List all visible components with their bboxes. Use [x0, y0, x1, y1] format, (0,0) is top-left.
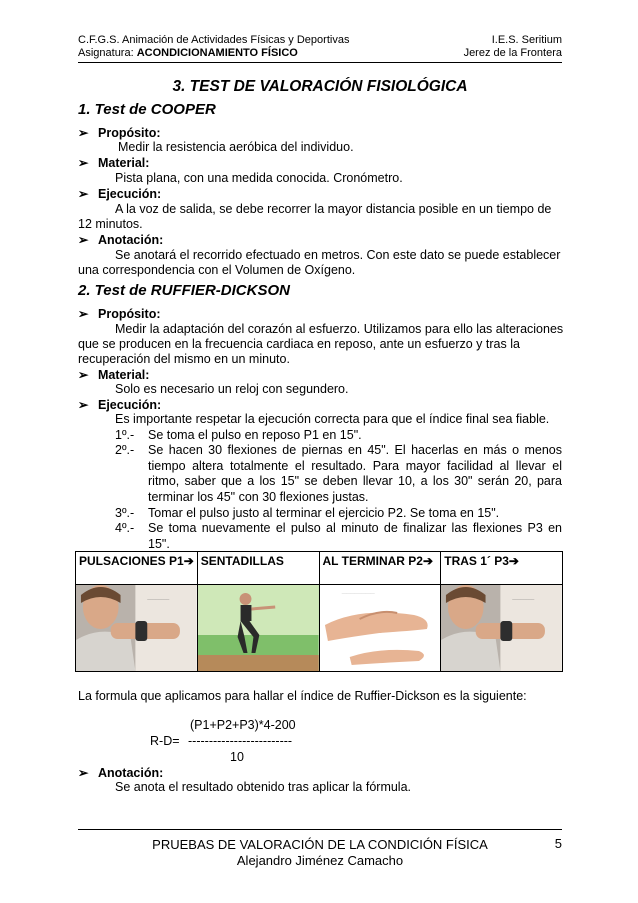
table-image-row [76, 585, 563, 672]
wrist-pulse-image [320, 585, 441, 671]
squat-image [198, 585, 319, 671]
ruffier-material-label: ➢ Material: [78, 368, 150, 382]
svg-text:_______________: _______________ [341, 588, 375, 595]
ruffier-purpose-text-2: que se producen en la frecuencia cardiaca en reposo, ante un esfuerzo y tras la [78, 337, 520, 351]
ruffier-execution-text: Es importante respetar la ejecución correcta para que el índice final sea fiable. [115, 412, 550, 426]
bullet-arrow-icon: ➢ [78, 766, 89, 780]
document-page: C.F.G.S. Animación de Actividades Físicas y Deportivas I.E.S. Seritium Asignatura: ACONDICIONAMIENTO FÍSICO Jerez de la Frontera 3. TEST DE VALORACIÓN FISIOLÓGICA 1. Test de COOPER ➢ Propósito: Medir la resistencia aeróbica del individuo. ➢ Material: Pista plana, con una medida conocida. Cronómetro. ➢ Ejecución: A la voz de salida, se debe recorrer la mayor distancia posible en un tiempo de 12 minutos. ➢ Anotación: Se anotará el recorrido efectuado en metros. Con este dato se puede establecer una correspondencia con el Volumen de Oxígeno. 2. Test de RUFFIER-DICKSON ➢ Propósito: Medir la adaptación del corazón al esfuerzo. Utilizamos para ello las alteraciones que se producen en la frecuencia cardiaca en reposo, ante un esfuerzo y tras la recuperación del mismo en un minuto. ➢ Material: Solo es necesario un reloj con segundero. ➢ Ejecución: Es importante respetar la ejecución correcta para que el índice final sea fiable. 1º.- Se toma el pulso en reposo P1 en 15". 2º.- Se hacen 30 flexiones de piernas en 45". El hacerlas en más o menos tiempo altera totalmente el resultado. Para mayor facilidad al llevar el ritmo, saber que a los 15" se deben llevar 10, a los 30" serán 20, para terminar los 45" con 30 flexiones justas. 3º.- Tomar el pulso justo al terminar el ejercicio P2. Se toma en 15". 4º.- Se toma nuevamente el pulso al minuto de finalizar las flexiones P3 en 15". PULSACIONES P1➔ SENTADILLAS AL TERMINAR P2➔ TRAS 1´ P3➔ ________ _______________ ________ La formula que aplicamos para hallar el índice de Ruffier-Dickson es la siguiente: (P1+P2+P3)*4-200 R-D= ------------------------- 10 ➢ Anotación: Se anota el resultado obtenido tras aplicar la fórmula. PRUEBAS DE VALORACIÓN DE LA CONDICIÓN FÍSICA Alejandro Jiménez Camacho 5 [0, 0, 638, 903]
table-image-cell [319, 585, 441, 672]
bullet-arrow-icon: ➢ [78, 233, 89, 247]
header-subject-label: Asignatura: [78, 47, 137, 59]
cooper-heading: 1. Test de COOPER [78, 101, 216, 118]
table-image-cell [441, 585, 563, 672]
footer-title: PRUEBAS DE VALORACIÓN DE LA CONDICIÓN FÍSICA [152, 837, 488, 852]
ruffier-purpose-label: ➢ Propósito: [78, 307, 161, 321]
cooper-material-text: Pista plana, con una medida conocida. Cronómetro. [115, 171, 403, 185]
formula-intro: La formula que aplicamos para hallar el índice de Ruffier-Dickson es la siguiente: [78, 689, 527, 703]
cooper-material-label: ➢ Material: [78, 156, 150, 170]
page-title: 3. TEST DE VALORACIÓN FISIOLÓGICA [172, 78, 468, 95]
formula-lhs: R-D= [150, 734, 180, 748]
header-subject: ACONDICIONAMIENTO FÍSICO [136, 47, 298, 59]
header-divider [78, 62, 562, 63]
formula-denominator: 10 [230, 750, 244, 764]
svg-text:________: ________ [147, 595, 170, 602]
table-image-cell [76, 585, 198, 672]
ruffier-purpose-text-1: Medir la adaptación del corazón al esfuerzo. Utilizamos para ello las alteraciones [115, 322, 564, 336]
footer-author: Alejandro Jiménez Camacho [236, 853, 404, 868]
cooper-note-label: ➢ Anotación: [78, 233, 164, 247]
ruffier-execution-label: ➢ Ejecución: [78, 398, 162, 412]
ruffier-table [75, 551, 563, 672]
header-course: C.F.G.S. Animación de Actividades Físicas y Deportivas [78, 34, 350, 46]
ruffier-purpose-text-3: recuperación del mismo en un minuto. [78, 352, 290, 366]
header-school: I.E.S. Seritium [491, 34, 562, 46]
table-header-cell: SENTADILLAS [197, 552, 319, 585]
cooper-execution-text-1: A la voz de salida, se debe recorrer la mayor distancia posible en un tiempo de [115, 202, 552, 216]
bullet-arrow-icon: ➢ [78, 368, 89, 382]
table-header-cell: TRAS 1´ P3➔ [441, 552, 563, 585]
bullet-arrow-icon: ➢ [78, 307, 89, 321]
ruffier-heading: 2. Test de RUFFIER-DICKSON [78, 282, 290, 299]
table-header-row [76, 552, 563, 585]
cooper-note-text-2: una correspondencia con el Volumen de Oxígeno. [78, 263, 356, 277]
header-line-2 [78, 47, 562, 60]
bullet-arrow-icon: ➢ [78, 156, 89, 170]
svg-text:________: ________ [512, 595, 535, 602]
header-line-1 [78, 34, 562, 47]
formula-fraction-bar: ------------------------- [188, 734, 293, 748]
ruffier-material-text: Solo es necesario un reloj con segundero. [115, 382, 349, 396]
pulse-recovery-image [441, 585, 562, 671]
cooper-note-text-1: Se anotará el recorrido efectuado en metros. Con este dato se puede establecer [115, 248, 561, 262]
bullet-arrow-icon: ➢ [78, 398, 89, 412]
pulse-check-image [76, 585, 197, 671]
bullet-arrow-icon: ➢ [78, 187, 89, 201]
bullet-arrow-icon: ➢ [78, 126, 89, 140]
table-header-cell: PULSACIONES P1➔ [76, 552, 198, 585]
footer-divider [78, 829, 562, 830]
table-header-cell: AL TERMINAR P2➔ [319, 552, 441, 585]
cooper-purpose-label: ➢ Propósito: [78, 126, 161, 140]
page-number: 5 [554, 836, 562, 851]
header-city: Jerez de la Frontera [463, 47, 562, 59]
cooper-purpose-text: Medir la resistencia aeróbica del individuo. [118, 140, 354, 154]
ruffier-note-text: Se anota el resultado obtenido tras aplicar la fórmula. [115, 780, 412, 794]
table-image-cell [197, 585, 319, 672]
ruffier-note-label: ➢ Anotación: [78, 766, 164, 780]
formula-numerator: (P1+P2+P3)*4-200 [190, 718, 296, 732]
cooper-execution-text-2: 12 minutos. [78, 217, 143, 231]
cooper-execution-label: ➢ Ejecución: [78, 187, 162, 201]
